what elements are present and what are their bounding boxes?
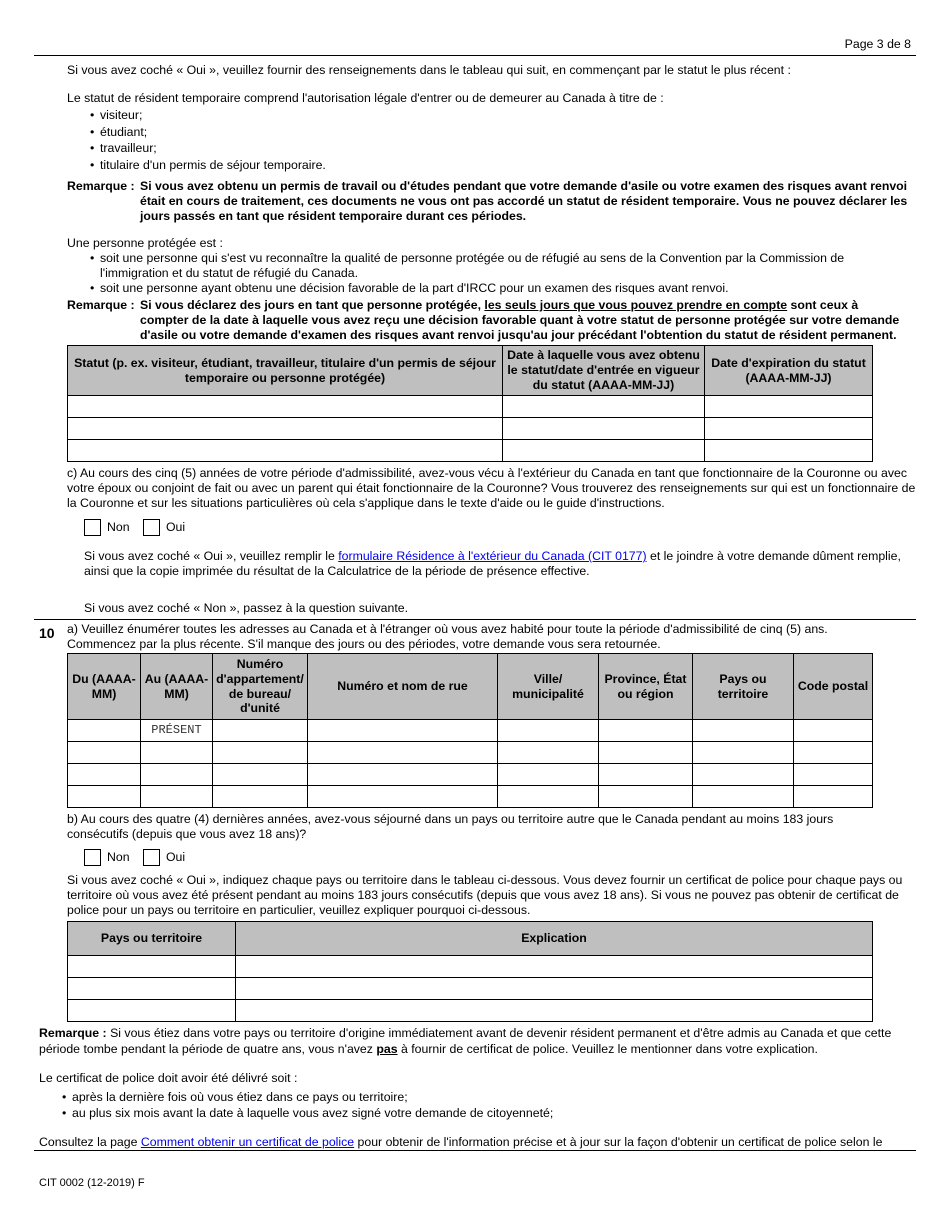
q10b-yes-checkbox[interactable] bbox=[143, 849, 160, 866]
province-cell[interactable] bbox=[599, 786, 693, 808]
list-item: • titulaire d'un permis de séjour temporaire. bbox=[90, 157, 326, 174]
list-item: • après la dernière fois où vous étiez dans ce pays ou territoire; bbox=[62, 1089, 553, 1105]
postal-col-header: Code postal bbox=[794, 654, 873, 720]
q9c-yes-checkbox[interactable] bbox=[143, 519, 160, 536]
to-cell[interactable] bbox=[141, 786, 213, 808]
protected-title: Une personne protégée est : bbox=[67, 236, 223, 250]
status-start-cell[interactable] bbox=[503, 396, 705, 418]
address-table bbox=[67, 653, 873, 808]
intro-line-2: Le statut de résident temporaire comprend l'autorisation légale d'entrer ou de demeurer au Canada à titre de : bbox=[67, 91, 664, 105]
postal-cell[interactable] bbox=[794, 742, 873, 764]
status-cell[interactable] bbox=[68, 440, 503, 462]
status-start-cell[interactable] bbox=[503, 440, 705, 462]
province-col-header: Province, État ou région bbox=[599, 654, 693, 720]
question-9c: c) Au cours des cinq (5) années de votre période d'admissibilité, avez-vous vécu à l'extérieur du Canada en tant que fonctionnaire de la Couronne ou avec votre époux ou conjoint de fait ou avec un parent qui était fonctionnaire de la Couronne? Vous trouverez des renseignements sur qui est un fonctionnaire de la Couronne et sur les situations particulières où cela s'applique dans le texte d'aide ou le guide d'instructions. bbox=[67, 466, 916, 510]
explanation-col-header: Explication bbox=[236, 922, 873, 956]
list-item: • travailleur; bbox=[90, 140, 326, 157]
city-cell[interactable] bbox=[498, 720, 599, 742]
country-col-header: Pays ou territoire bbox=[693, 654, 794, 720]
to-col-header: Au (AAAA-MM) bbox=[141, 654, 213, 720]
status-table bbox=[67, 345, 873, 462]
list-item: • visiteur; bbox=[90, 107, 326, 124]
remark-1-text: Si vous avez obtenu un permis de travail ou d'études pendant que votre demande d'asile ou votre examen des risques avant renvoi était en cours de traitement, ces documents ne vous ont pas accordé un statut de résident temporaire. Vous ne pouvez déclarer les jours passés en tant que résident temporaire durant ces périodes. bbox=[140, 179, 908, 223]
status-cell[interactable] bbox=[68, 396, 503, 418]
from-cell[interactable] bbox=[68, 764, 141, 786]
country-cell[interactable] bbox=[693, 786, 794, 808]
table-row bbox=[68, 742, 873, 764]
police-title: Le certificat de police doit avoir été délivré soit : bbox=[39, 1071, 298, 1085]
q10b-yes-instructions: Si vous avez coché « Oui », indiquez chaque pays ou territoire dans le tableau ci-dessous. Vous devez fournir un certificat de police pour chaque pays ou territoire où vous avez été présent pendant au moins 183 jours consécutifs (depuis que vous avez 18 ans). Si vous ne pouvez pas obtenir de certificat de police pour un pays ou territoire en particulier, veuillez expliquer pourquoi ci-dessous. bbox=[67, 873, 903, 917]
question-10a: a) Veuillez énumérer toutes les adresses au Canada et à l'étranger où vous avez habité pour toute la période d'admissibilité de cinq (5) ans. Commencez par la plus récente. S'il manque des jours ou des périodes, votre demande vous sera retournée. bbox=[67, 622, 828, 651]
unit-cell[interactable] bbox=[213, 764, 308, 786]
page-number: Page 3 de 8 bbox=[844, 37, 911, 51]
police-certificate-link[interactable]: Comment obtenir un certificat de police bbox=[140, 1135, 355, 1149]
unit-col-header: Numéro d'appartement/ de bureau/ d'unité bbox=[213, 654, 308, 720]
question-9c-options bbox=[84, 519, 195, 540]
question-10-number: 10 bbox=[39, 625, 55, 641]
postal-cell[interactable] bbox=[794, 720, 873, 742]
to-cell[interactable] bbox=[141, 764, 213, 786]
city-cell[interactable] bbox=[498, 786, 599, 808]
q9c-no-label: Non bbox=[107, 519, 130, 534]
list-item: • soit une personne ayant obtenu une décision favorable de la part d'IRCC pour un examen des risques avant renvoi. bbox=[90, 281, 880, 296]
table-row bbox=[68, 786, 873, 808]
cit0177-form-link[interactable]: formulaire Résidence à l'extérieur du Canada (CIT 0177) bbox=[338, 549, 647, 563]
explanation-cell[interactable] bbox=[236, 956, 873, 978]
from-col-header: Du (AAAA-MM) bbox=[68, 654, 141, 720]
footer-rule bbox=[34, 1150, 916, 1151]
list-item: • étudiant; bbox=[90, 124, 326, 141]
country-cell[interactable] bbox=[68, 1000, 236, 1022]
explanation-cell[interactable] bbox=[236, 978, 873, 1000]
remark-2-text: Si vous déclarez des jours en tant que personne protégée, les seuls jours que vous pouvez prendre en compte sont ceux à compter de la date à laquelle vous avez reçu une décision favorable quant à votre statut de personne protégée sur votre demande d'asile ou votre demande d'examen des risques avant renvoi jusqu'au jour précédant l'obtention du statut de résident permanent. bbox=[140, 298, 900, 342]
postal-cell[interactable] bbox=[794, 786, 873, 808]
section-divider bbox=[34, 619, 916, 620]
status-end-cell[interactable] bbox=[705, 396, 873, 418]
q9c-yes-instructions: Si vous avez coché « Oui », veuillez remplir le formulaire Résidence à l'extérieur du Canada (CIT 0177) et le joindre à votre demande dûment remplie, ainsi que la copie imprimée du résultat de la Calculatrice de la période de présence effective. bbox=[84, 549, 901, 578]
remark-1-label: Remarque : bbox=[67, 179, 135, 193]
header-rule bbox=[34, 55, 916, 56]
city-cell[interactable] bbox=[498, 742, 599, 764]
country-cell[interactable] bbox=[68, 978, 236, 1000]
police-country-table bbox=[67, 921, 873, 1022]
unit-cell[interactable] bbox=[213, 720, 308, 742]
to-cell-present[interactable]: PRÉSENT bbox=[141, 720, 213, 742]
table-row bbox=[68, 440, 873, 462]
list-item: • soit une personne qui s'est vu reconnaître la qualité de personne protégée ou de réfugié au sens de la Convention par la Commission de l'immigration et du statut de réfugié du Canada. bbox=[90, 251, 880, 281]
status-cell[interactable] bbox=[68, 418, 503, 440]
question-10b: b) Au cours des quatre (4) dernières années, avez-vous séjourné dans un pays ou territoire autre que le Canada pendant au moins 183 jours consécutifs (depuis que vous avez 18 ans)? bbox=[67, 812, 834, 841]
province-cell[interactable] bbox=[599, 742, 693, 764]
country-cell[interactable] bbox=[693, 720, 794, 742]
status-end-cell[interactable] bbox=[705, 418, 873, 440]
q10b-no-label: Non bbox=[107, 849, 130, 864]
table-row bbox=[68, 764, 873, 786]
police-consult: Consultez la page Comment obtenir un certificat de police pour obtenir de l'information précise et à jour sur la façon d'obtenir un certificat de police selon le bbox=[39, 1135, 883, 1149]
from-cell[interactable] bbox=[68, 786, 141, 808]
explanation-cell[interactable] bbox=[236, 1000, 873, 1022]
unit-cell[interactable] bbox=[213, 742, 308, 764]
postal-cell[interactable] bbox=[794, 764, 873, 786]
table-row bbox=[68, 396, 873, 418]
from-cell[interactable] bbox=[68, 720, 141, 742]
question-10b-options bbox=[84, 849, 195, 870]
city-cell[interactable] bbox=[498, 764, 599, 786]
protected-list bbox=[90, 251, 880, 296]
unit-cell[interactable] bbox=[213, 786, 308, 808]
street-cell[interactable] bbox=[308, 742, 498, 764]
from-cell[interactable] bbox=[68, 742, 141, 764]
q9c-yes-label: Oui bbox=[165, 519, 186, 534]
status-col-header: Statut (p. ex. visiteur, étudiant, travailleur, titulaire d'un permis de séjour temporaire ou personne protégée) bbox=[68, 346, 503, 396]
q10b-yes-label: Oui bbox=[165, 849, 186, 864]
street-col-header: Numéro et nom de rue bbox=[308, 654, 498, 720]
status-end-col-header: Date d'expiration du statut (AAAA-MM-JJ) bbox=[705, 346, 873, 396]
list-item: • au plus six mois avant la date à laquelle vous avez signé votre demande de citoyenneté; bbox=[62, 1105, 553, 1121]
form-code: CIT 0002 (12-2019) F bbox=[39, 1177, 145, 1189]
country-cell[interactable] bbox=[68, 956, 236, 978]
status-end-cell[interactable] bbox=[705, 440, 873, 462]
police-list bbox=[62, 1089, 553, 1121]
street-cell[interactable] bbox=[308, 720, 498, 742]
q9c-no-checkbox[interactable] bbox=[84, 519, 101, 536]
country-col-header: Pays ou territoire bbox=[68, 922, 236, 956]
table-row bbox=[68, 956, 873, 978]
table-row bbox=[68, 720, 873, 742]
city-col-header: Ville/ municipalité bbox=[498, 654, 599, 720]
q9c-no-instructions: Si vous avez coché « Non », passez à la question suivante. bbox=[84, 601, 409, 615]
table-row bbox=[68, 1000, 873, 1022]
to-cell[interactable] bbox=[141, 742, 213, 764]
street-cell[interactable] bbox=[308, 786, 498, 808]
q10b-no-checkbox[interactable] bbox=[84, 849, 101, 866]
intro-line-1: Si vous avez coché « Oui », veuillez fournir des renseignements dans le tableau qui suit, en commençant par le statut le plus récent : bbox=[67, 63, 791, 77]
country-cell[interactable] bbox=[693, 742, 794, 764]
province-cell[interactable] bbox=[599, 764, 693, 786]
status-start-col-header: Date à laquelle vous avez obtenu le statut/date d'entrée en vigueur du statut (AAAA-MM-JJ) bbox=[503, 346, 705, 396]
remark-2-label: Remarque : bbox=[67, 298, 135, 312]
temp-status-list bbox=[90, 107, 326, 173]
status-start-cell[interactable] bbox=[503, 418, 705, 440]
country-cell[interactable] bbox=[693, 764, 794, 786]
remark-3: Remarque : Si vous étiez dans votre pays ou territoire d'origine immédiatement avant de devenir résident permanent et d'être admis au Canada et que cette période tombe pendant la période de quatre ans, vous n'avez pas à fournir de certificat de police. Veuillez le mentionner dans votre explication. bbox=[39, 1026, 892, 1056]
table-row bbox=[68, 418, 873, 440]
street-cell[interactable] bbox=[308, 764, 498, 786]
province-cell[interactable] bbox=[599, 720, 693, 742]
table-row bbox=[68, 978, 873, 1000]
